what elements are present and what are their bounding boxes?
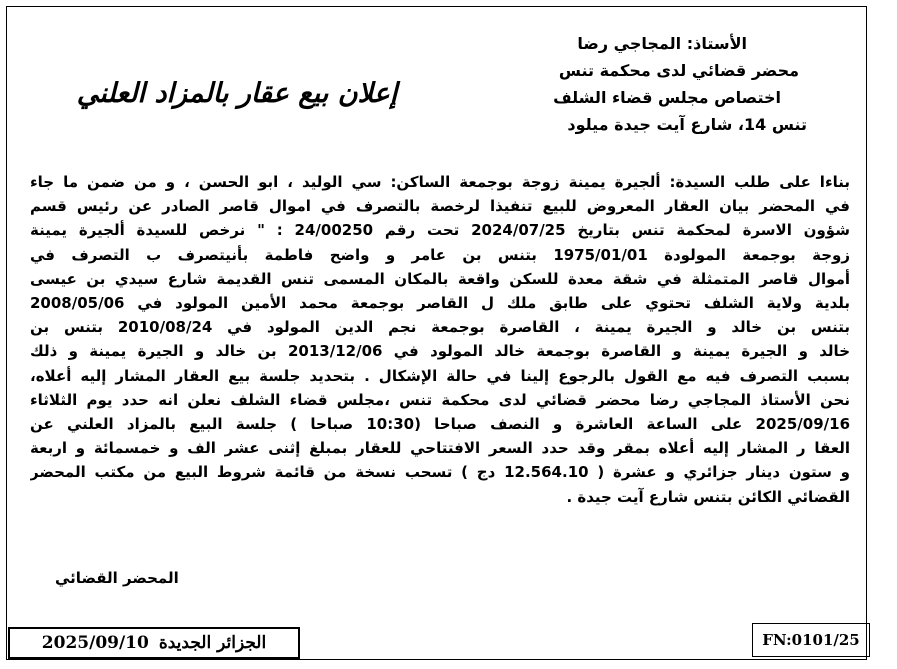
body-line: و ستون دينار جزائري و عشرة ( 12.564.10 دج ) تسحب نسخة من قائمة شروط البيع من مكتب المحضر bbox=[30, 463, 850, 482]
body-line: شؤون الاسرة لمحكمة تنس بتاريخ 2024/07/25 تحت رقم 24/00250 : " نرخص للسيدة ألجيرة يمينة bbox=[30, 221, 850, 240]
bailiff-title: محضر قضائي لدى محكمة تنس bbox=[558, 61, 799, 80]
body-line: بناءا على طلب السيدة: ألجيرة يمينة زوجة بوجمعة الساكن: سي الوليد ، ابو الحسن ، و من ضمن ما جاء bbox=[30, 173, 850, 191]
announcement-body bbox=[30, 170, 850, 509]
body-line: في المحضر بيان العقار المعروض للبيع تنفيذا لرخصة بالتصرف في اموال قاصر الصادر عن رئيس قسم bbox=[30, 197, 850, 216]
body-line: العقا ر المشار إليه أعلاه بمقر وقد حدد السعر الافتتاحي للعقار بمبلغ إثنى عشر الف و خمسمائة و اربعة bbox=[30, 439, 850, 458]
announcement-title: إعلان بيع عقار بالمزاد العلني bbox=[76, 78, 398, 109]
bailiff-name: الأستاذ: المجاجي رضا bbox=[577, 34, 747, 53]
body-line: القضائي الكائن بتنس شارع آيت جيدة . bbox=[566, 487, 850, 506]
bailiff-address: تنس 14، شارع آيت جيدة ميلود bbox=[567, 115, 807, 134]
body-line: 2025/09/16 على الساعة العاشرة و النصف صباحا (10:30 صباحا ) جلسة البيع بالمزاد العلني عن bbox=[30, 415, 850, 434]
body-line: بسبب التصرف فيه مع القول بالرجوع إلينا في حالة الإشكال . بتحديد جلسة بيع العقار المشار إليه أعلاه، bbox=[30, 366, 850, 385]
signature: المحضر القضائي bbox=[55, 569, 179, 587]
publication-date: 2025/09/10 bbox=[41, 633, 149, 653]
body-line: أموال قاصر المتمثلة في شقة معدة للسكن واقعة بالمكان المسمى تنس القديمة شارع سيدي بن عيسى bbox=[30, 269, 850, 288]
reference-box bbox=[752, 623, 870, 657]
body-line: بلدية ولاية الشلف تحتوي على طابق ملك ل القاصر بوجمعة محمد الأمين المولود في 2008/05/06 bbox=[30, 294, 850, 313]
newspaper-box bbox=[8, 627, 300, 659]
body-line: نحن الأستاذ المجاجي رضا محضر قضائي لدى محكمة تنس ،مجلس قضاء الشلف نعلن انه حدد يوم الثلاثاء bbox=[30, 390, 850, 409]
reference-number: FN:0101/25 bbox=[762, 631, 860, 649]
newspaper-name: الجزائر الجديدة bbox=[158, 633, 267, 653]
bailiff-header bbox=[447, 30, 807, 138]
body-line: بتنس بن خالد و الجيرة يمينة ، القاصرة بوجمعة نجم الدين المولود في 2010/08/24 بتنس بن bbox=[30, 318, 850, 337]
body-line: زوجة بوجمعة المولودة 1975/01/01 بتنس بن عامر و واضح فاطمة بأنيتصرف ب التصرف في bbox=[30, 245, 850, 264]
body-line: خالد و الجيرة يمينة و القاصرة بوجمعة خالد المولود في 2013/12/06 بن خالد و الجيرة يمينة و ذلك bbox=[30, 342, 850, 361]
bailiff-jurisdiction: اختصاص مجلس قضاء الشلف bbox=[553, 88, 781, 107]
